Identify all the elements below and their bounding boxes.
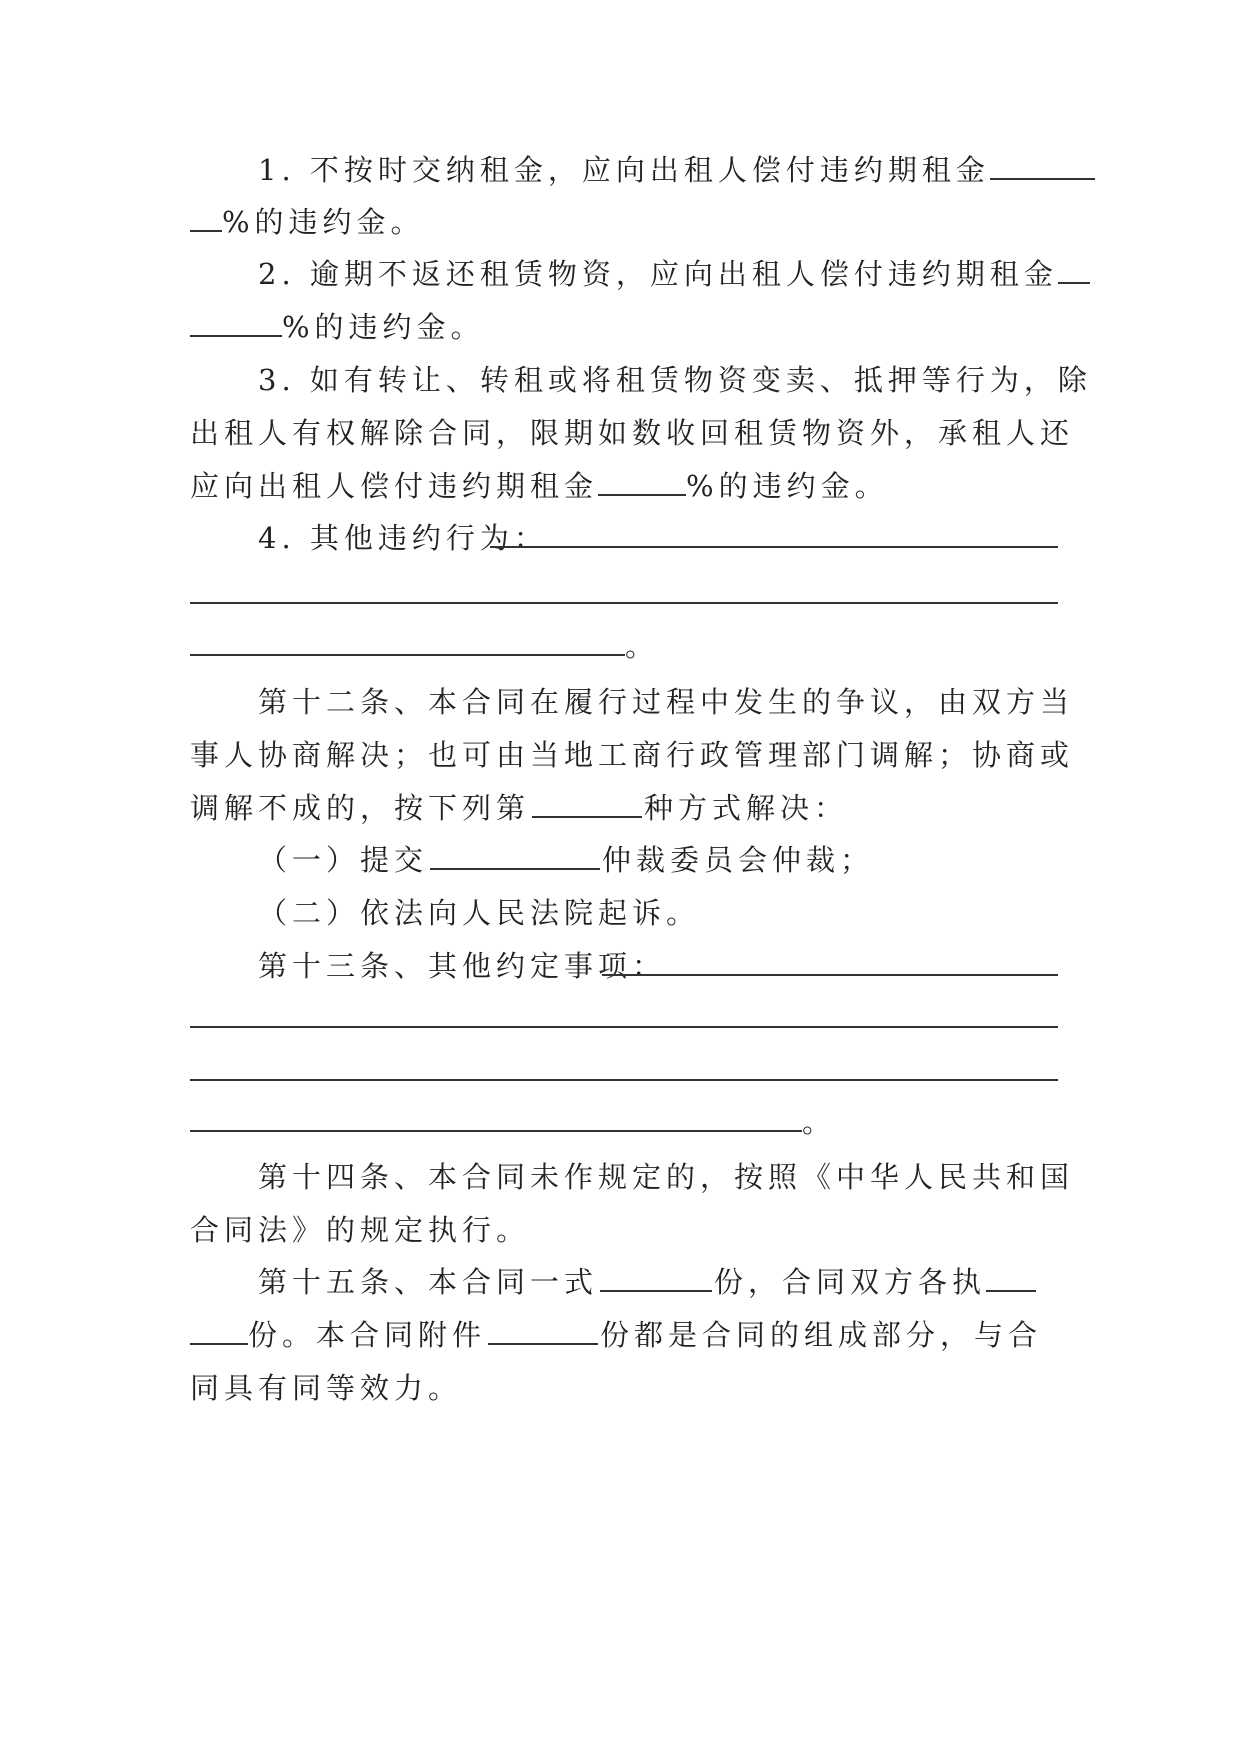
item4-blank-1 bbox=[490, 546, 1058, 548]
art13-blank-3 bbox=[190, 1079, 1058, 1081]
item2-blank-cont bbox=[190, 307, 282, 337]
art12-line1 bbox=[258, 682, 1074, 722]
item2-blank bbox=[1058, 254, 1090, 284]
item3-line1 bbox=[258, 360, 1092, 400]
item1-text-a: 1. 不按时交纳租金，应向出租人偿付违约期租金 bbox=[258, 153, 990, 187]
art15-blank-each-cont bbox=[190, 1315, 248, 1345]
item2-line1 bbox=[258, 254, 1090, 294]
item4-end: 。 bbox=[625, 629, 660, 663]
art13-line4 bbox=[190, 1102, 836, 1142]
art12-text-b: 事人协商解决；也可由当地工商行政管理部门调解；协商或 bbox=[190, 738, 1075, 772]
item3-text-d: %的违约金。 bbox=[686, 469, 889, 503]
item3-blank bbox=[598, 466, 686, 496]
item2-line2 bbox=[190, 307, 485, 347]
art15-line3 bbox=[190, 1368, 462, 1408]
item4-line1 bbox=[258, 518, 548, 558]
art13-blank-1 bbox=[602, 974, 1058, 976]
art14-line2 bbox=[190, 1210, 530, 1250]
art13-text-a: 第十三条、其他约定事项： bbox=[258, 949, 667, 983]
opt1-blank bbox=[430, 840, 600, 870]
item3-text-c: 应向出租人偿付违约期租金 bbox=[190, 469, 599, 503]
art13-blank-4 bbox=[190, 1102, 802, 1132]
art15-line1 bbox=[258, 1262, 1036, 1302]
item1-blank bbox=[990, 150, 1095, 180]
item1-text-b: %的违约金。 bbox=[222, 205, 425, 239]
art14-line1 bbox=[258, 1157, 1074, 1197]
art15-text-d: 份都是合同的组成部分，与合 bbox=[600, 1318, 1043, 1352]
art15-line2 bbox=[190, 1315, 1042, 1355]
art14-text-a: 第十四条、本合同未作规定的，按照《中华人民共和国 bbox=[258, 1160, 1075, 1194]
art15-text-e: 同具有同等效力。 bbox=[190, 1371, 463, 1405]
art15-blank-each bbox=[986, 1262, 1036, 1292]
item2-text-a: 2. 逾期不返还租赁物资，应向出租人偿付违约期租金 bbox=[258, 257, 1058, 291]
art15-text-b: 份，合同双方各执 bbox=[714, 1265, 987, 1299]
item4-text-a: 4. 其他违约行为： bbox=[258, 521, 548, 555]
art12-line3 bbox=[190, 788, 848, 828]
item3-text-b: 出租人有权解除合同，限期如数收回租赁物资外，承租人还 bbox=[190, 416, 1075, 450]
item2-text-b: %的违约金。 bbox=[282, 310, 485, 344]
opt2-text: （二）依法向人民法院起诉。 bbox=[258, 896, 701, 930]
item4-blank-3 bbox=[190, 626, 625, 656]
item4-blank-2 bbox=[190, 602, 1058, 604]
art12-line2 bbox=[190, 735, 1074, 775]
art13-line1 bbox=[258, 946, 666, 986]
art15-text-c: 份。本合同附件 bbox=[248, 1318, 487, 1352]
art13-end: 。 bbox=[802, 1105, 837, 1139]
opt1-text-a: （一）提交 bbox=[258, 843, 429, 877]
art12-option2 bbox=[258, 893, 700, 933]
item3-text-a: 3. 如有转让、转租或将租赁物资变卖、抵押等行为，除 bbox=[258, 363, 1092, 397]
opt1-text-b: 仲裁委员会仲裁； bbox=[602, 843, 875, 877]
art12-option1 bbox=[258, 840, 874, 880]
art12-blank bbox=[532, 788, 642, 818]
art15-blank-copies bbox=[600, 1262, 712, 1292]
art13-blank-2 bbox=[190, 1026, 1058, 1028]
art15-blank-annex bbox=[488, 1315, 598, 1345]
item3-line3 bbox=[190, 466, 889, 506]
art12-text-c: 调解不成的，按下列第 bbox=[190, 791, 531, 825]
art15-text-a: 第十五条、本合同一式 bbox=[258, 1265, 599, 1299]
item1-blank-cont bbox=[190, 202, 222, 232]
art12-text-d: 种方式解决： bbox=[644, 791, 849, 825]
item3-line2 bbox=[190, 413, 1074, 453]
item1-line1 bbox=[258, 150, 1095, 190]
art14-text-b: 合同法》的规定执行。 bbox=[190, 1213, 531, 1247]
art12-text-a: 第十二条、本合同在履行过程中发生的争议，由双方当 bbox=[258, 685, 1075, 719]
item1-line2 bbox=[190, 202, 425, 242]
item4-line3 bbox=[190, 626, 659, 666]
